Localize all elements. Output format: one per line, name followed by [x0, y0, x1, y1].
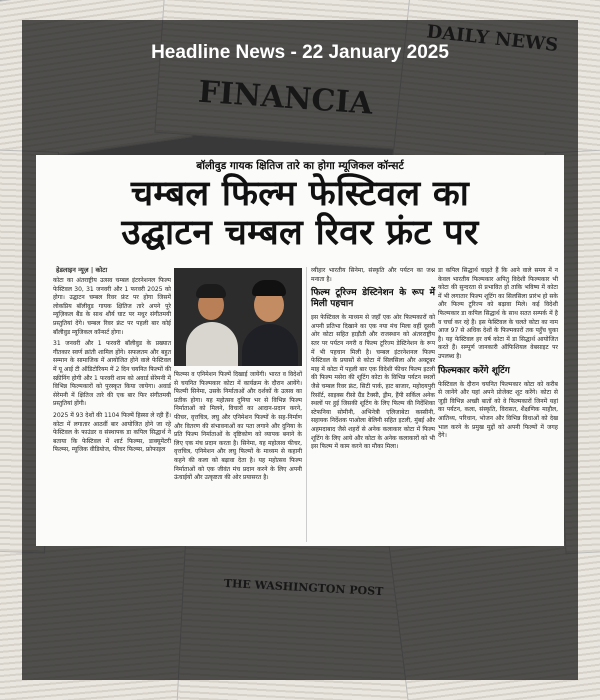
article-column-3 [311, 267, 435, 455]
article-byline: हेडलाइन न्यूज़ | कोटा [56, 266, 108, 274]
news-article-clipping [36, 155, 564, 546]
article-title [40, 175, 560, 253]
paragraph: 2025 में 93 देशों की 1104 फिल्में हिस्सा ले रही हैं। कोटा में लगातार आठवीं बार आयोजित होने जा रहे फेस्टिवल के फाउंडर व संस्थापक डा कपिल सिद्धार्थ ने बताया कि फेस्टिवल में शार्ट फिल्म्स, डाक्यूमेंटरी फिल्म्स, म्यूजिक वीडियोज, फीचर फिल्म्स, फ्रोफाइल [53, 411, 171, 454]
singer-photo [174, 268, 302, 366]
paragraph: डा कपिल सिद्धार्थ चाहते हैं कि आने वाले समय में न केवल भारतीय फिल्मकार अपितु विदेशी फिल्मकार भी कोटा की सुन्दरता से प्रभावित हो ताकि भविष्य में कोटा में भी लगातार फिल्म शूटिंग का सिलसिला प्रारंभ हो सके और फिल्म टूरिज्म को बढ़ावा मिले। कई विदेशी फिल्मकार डा कपिल सिद्धार्थ के साथ सतत सम्पर्क में है व चर्चा कर रहे हैं। इस फेस्टिवल के चलते कोटा का नाम आज 97 से अधिक देशों के फिल्मकारों तक पहुँच चुका है। यह फेस्टिवल हर वर्ष कोटा में डा सिद्धार्थ आयोजित करते हैं। सम्पूर्ण जानकारी ऑफिशियल वेबसाइट पर उपलब्ध है। [438, 267, 558, 360]
article-title-line-1: चम्बल फिल्म फेस्टिवल का [130, 174, 470, 214]
subheading: फिल्म टूरिज्म डेस्टिनेशन के रूप में मिली पहचान [311, 288, 435, 310]
page-title: Headline News - 22 January 2025 [151, 42, 449, 63]
column-divider [306, 267, 307, 542]
article-column-4 [438, 267, 558, 444]
paragraph: इस फेस्टिवल के माध्यम से जहाँ एक ओर फिल्मकारों को अपनी प्रतिभा दिखाने का एक नया मंच मिला वहीं दूसरी ओर कोटा सहित हाड़ौती और राजस्थान को अंतरराष्ट्रीय स्तर पर पर्यटन नगरी व फिल्म टूरिज्म डेस्टिनेशन के रूप में भी पहचान मिली है। चम्बल इंटरनेशनल फिल्म फेस्टिवल के प्रयासों से कोटा में सिलसिला और अक्टूबर माह में कोटा में पहली बार एक विदेशी फीचर फिल्म इटली की फिल्म मसेरा की शूटिंग कोटा के विभिन्न पर्यटन स्थलों जैसे चम्बल रिवर फ्रंट, सिटी पार्क, हाट बाजार, महोदयपुरी रिसॉर्ट, साइक्स रीसो ग्रैंड टैक्सी, ड्रीम, हैंपी सर्किल अनेक स्थलों पर हुई जिसकी शूटिंग के लिए फिल्म की निर्देशिका स्टेफनिया सोमीनी, अभिनेत्री एलिजाबेटा कस्सीनी, सहायक निर्देशक पाओला बेलिनी सहित इटली, मुंबई और अहमदाबाद जैसे शहरों से अनेक कलाकार कोटा में फिल्म शूटिंग के लिए आये और कोटा के अनेक कलाकारों को भी इस फिल्म में काम करने का मौका मिला। [311, 314, 435, 451]
article-column-1 [53, 277, 171, 458]
paragraph: फिल्म्स व एनिमेशन फिल्में दिखाई जायेंगी। भारत व विदेशों से चयनित फिल्मकार कोटा में कार्यक्रम के दौरान आयेंगे। फिल्मी सिनेमा, उसके निर्माताओं और दर्शकों के उत्सव का प्रतीक होगा। यह महोत्सव दुनिया भर से विभिन्न फिल्म निर्माताओं को मिलने, विचारों का आदान-प्रदान करने, फीचर, वृत्तचित्र, लघु और एनिमेशन फिल्मों के सह-निर्माण और वितरण की संभावनाओं का पता लगाने और दुनिया के प्रति फिल्म निर्माताओं के दृष्टिकोण को व्यापक बनाने के लिए एक मंच प्रदान करता है। सिनेमा, यह महोत्सव फीचर, वृत्तचित्र, एनिमेशन और लघु फिल्मों के माध्यम से कहानी कहने की कला को बढ़ावा देता है। यह महोत्सव फिल्म निर्माताओं को एक जीवंत मंच प्रदान करने के लिए अपनी ऊंचाईयों और उत्कृष्टता की ओर प्रयासरत है। [174, 371, 302, 482]
paragraph: कोटा का अंतराष्ट्रीय उत्सव चम्बल इंटरनेशनल फिल्म फेस्टिवल 30, 31 जनवरी और 1 फरवरी 2025 को होगा। उद्घाटन चम्बल रिवर फ्रंट पर होगा जिसमें लोकप्रिय बॉलीवुड गायक क्षितिज तारे अपने पूरे म्यूज़िकल बैंड के साथ शौर्य घाट पर मधुर संगीतमयी प्रस्तुतियां देंगे। चम्बल रिवर फ्रंट पर पहली बार कोई बॉलीवुड म्यूजिकल कॉन्सर्ट होगा। [53, 277, 171, 336]
paragraph: व्यीहार भारतीय सिनेमा, संस्कृति और पर्यटन का जश्न मनाता है। [311, 267, 435, 283]
paragraph: 31 जनवरी और 1 फरवरी बॉलीवुड के प्रख्यात गीतकार स्वर्ण क्रांती शामिल होंगे। सफलतम और बहुत सम्मान के सामाजिक में आयोजित होने वाले फेस्टिवल में यू आई टी ऑडिटोरियम में 2 दिन चयनित फिल्मों की स्क्रीनिंग होगी और 1 फरवरी शाम को अवार्ड सेरेमनी में विभिन्न फिल्मकारों को पुरस्कृत किया जायेगा। अवार्ड सेरेमनी में क्षितिज तारे की एक बार फिर संगीतमयी प्रस्तुतियां होंगी। [53, 340, 171, 408]
article-column-2 [174, 371, 302, 486]
paragraph: फेस्टिवल के दौरान चयनित फिल्मकार कोटा को करीब से जानेंगे और यहां अपने प्रोजेक्ट शूट करेंगे। कोटा से जुड़ी विभिन्न अच्छी बातों को वे फिल्मकारों जिनमें यहां का पर्यटन, कला, संस्कृति, विरासत, शैक्षणिक माहौल, आतिथ्य, परिधान, भोजन और विभिन्न विधाओं को देख भाल करने के प्रमुख मुद्दों को अपनी फिल्मों में जगह देंगे। [438, 380, 558, 440]
person-left-figure [182, 268, 242, 366]
article-title-line-2: उद्घाटन चम्बल रिवर फ्रंट पर [121, 213, 479, 253]
subheading: फिल्मकार करेंगे शूटिंग [438, 365, 510, 376]
person-right-figure [240, 268, 300, 366]
article-kicker: बॉलीवुड गायक क्षितिज तारे का होगा म्यूजिकल कॉन्सर्ट [196, 160, 404, 172]
